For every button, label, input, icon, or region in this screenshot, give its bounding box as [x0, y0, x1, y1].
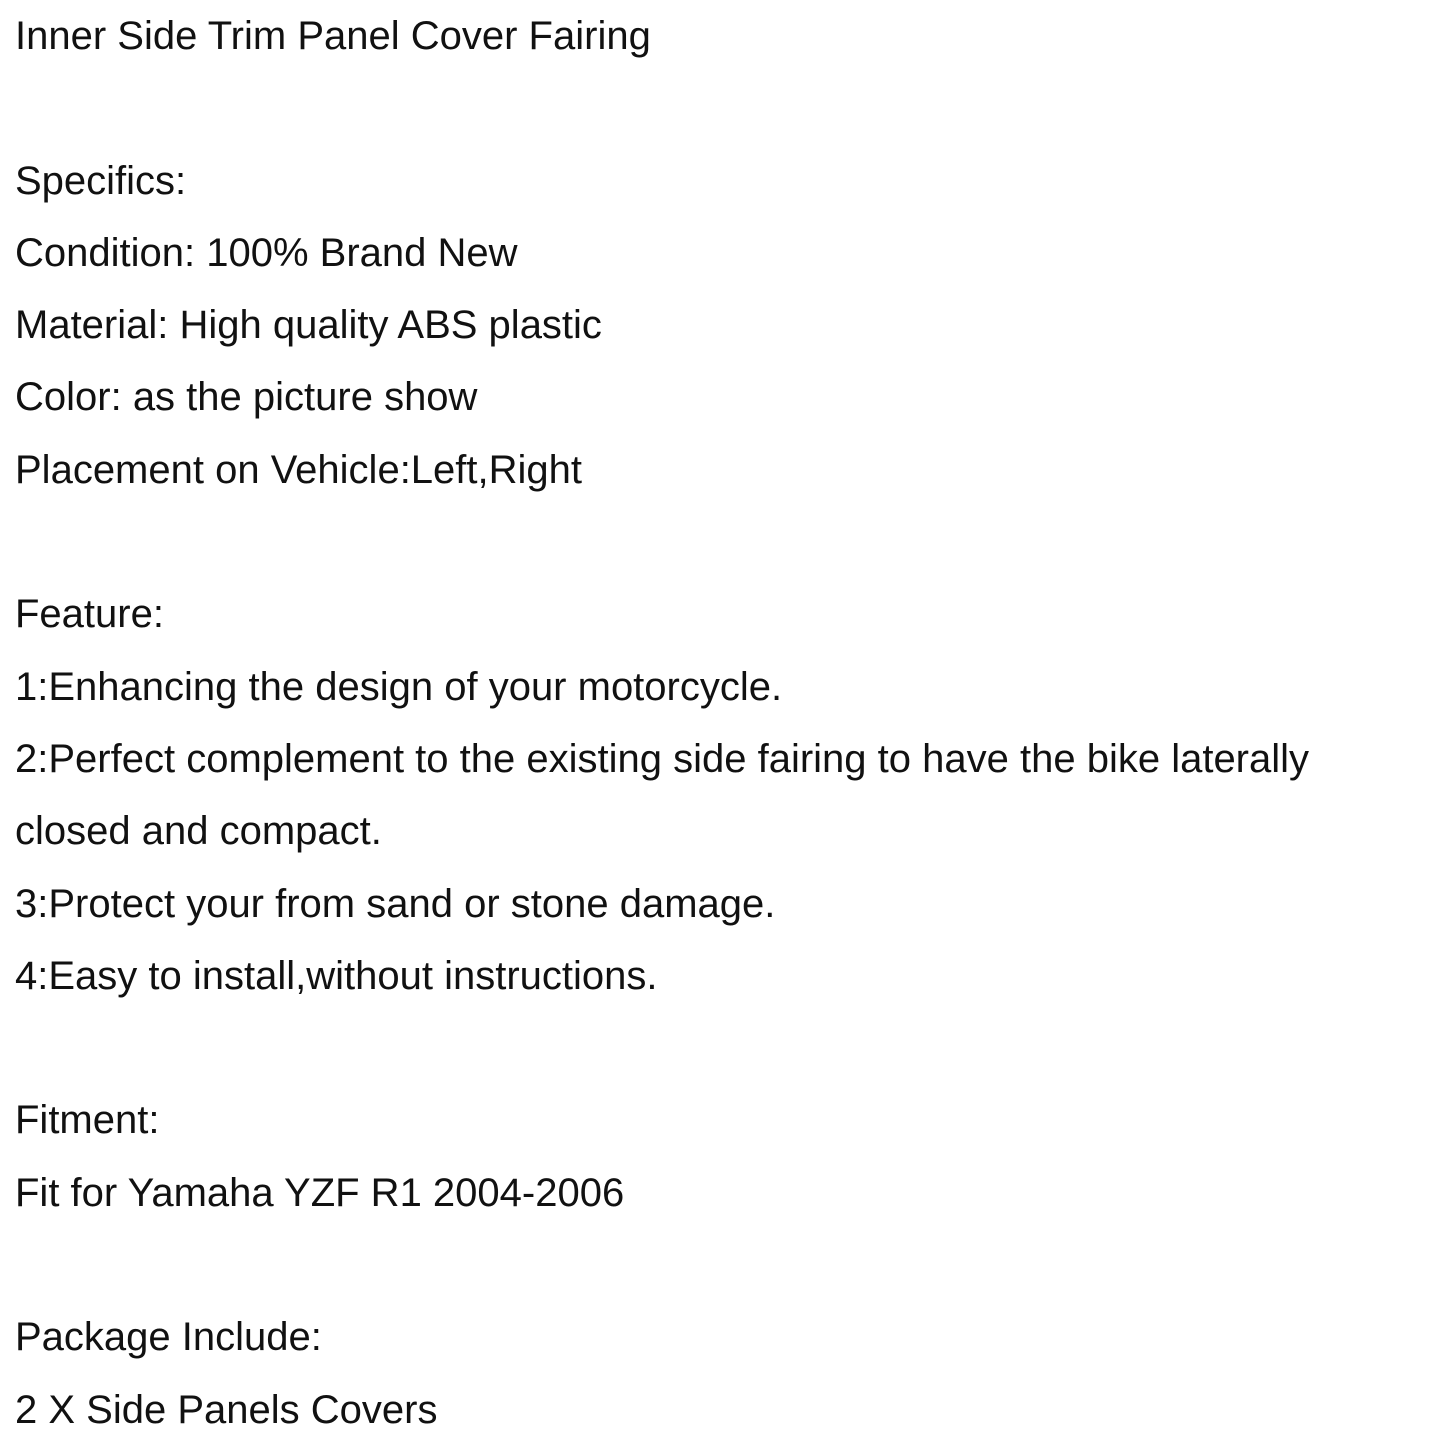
fitment-heading: Fitment: [15, 1098, 160, 1143]
feature-item-1: 1:Enhancing the design of your motorcycle. [15, 664, 783, 709]
feature-item-3: 3:Protect your from sand or stone damage. [15, 881, 776, 926]
spacer [15, 1229, 1435, 1301]
feature-item-4: 4:Easy to install,without instructions. [15, 953, 658, 998]
spec-condition: Condition: 100% Brand New [15, 230, 518, 275]
package-heading: Package Include: [15, 1315, 322, 1360]
fitment-item: Fit for Yamaha YZF R1 2004-2006 [15, 1170, 625, 1215]
feature-heading: Feature: [15, 592, 164, 637]
spacer [15, 72, 1435, 144]
page-title: Inner Side Trim Panel Cover Fairing [15, 14, 651, 58]
feature-item-2-continued: closed and compact. [15, 809, 382, 854]
spec-color: Color: as the picture show [15, 375, 478, 420]
package-item: 2 X Side Panels Covers [15, 1387, 438, 1432]
spacer [15, 1012, 1435, 1084]
spec-material: Material: High quality ABS plastic [15, 303, 602, 348]
feature-item-2: 2:Perfect complement to the existing side fairing to have the bike laterally [15, 736, 1310, 781]
specifics-heading: Specifics: [15, 158, 187, 203]
spec-placement: Placement on Vehicle:Left,Right [15, 447, 583, 492]
spacer [15, 506, 1435, 578]
product-description [15, 0, 1435, 1446]
